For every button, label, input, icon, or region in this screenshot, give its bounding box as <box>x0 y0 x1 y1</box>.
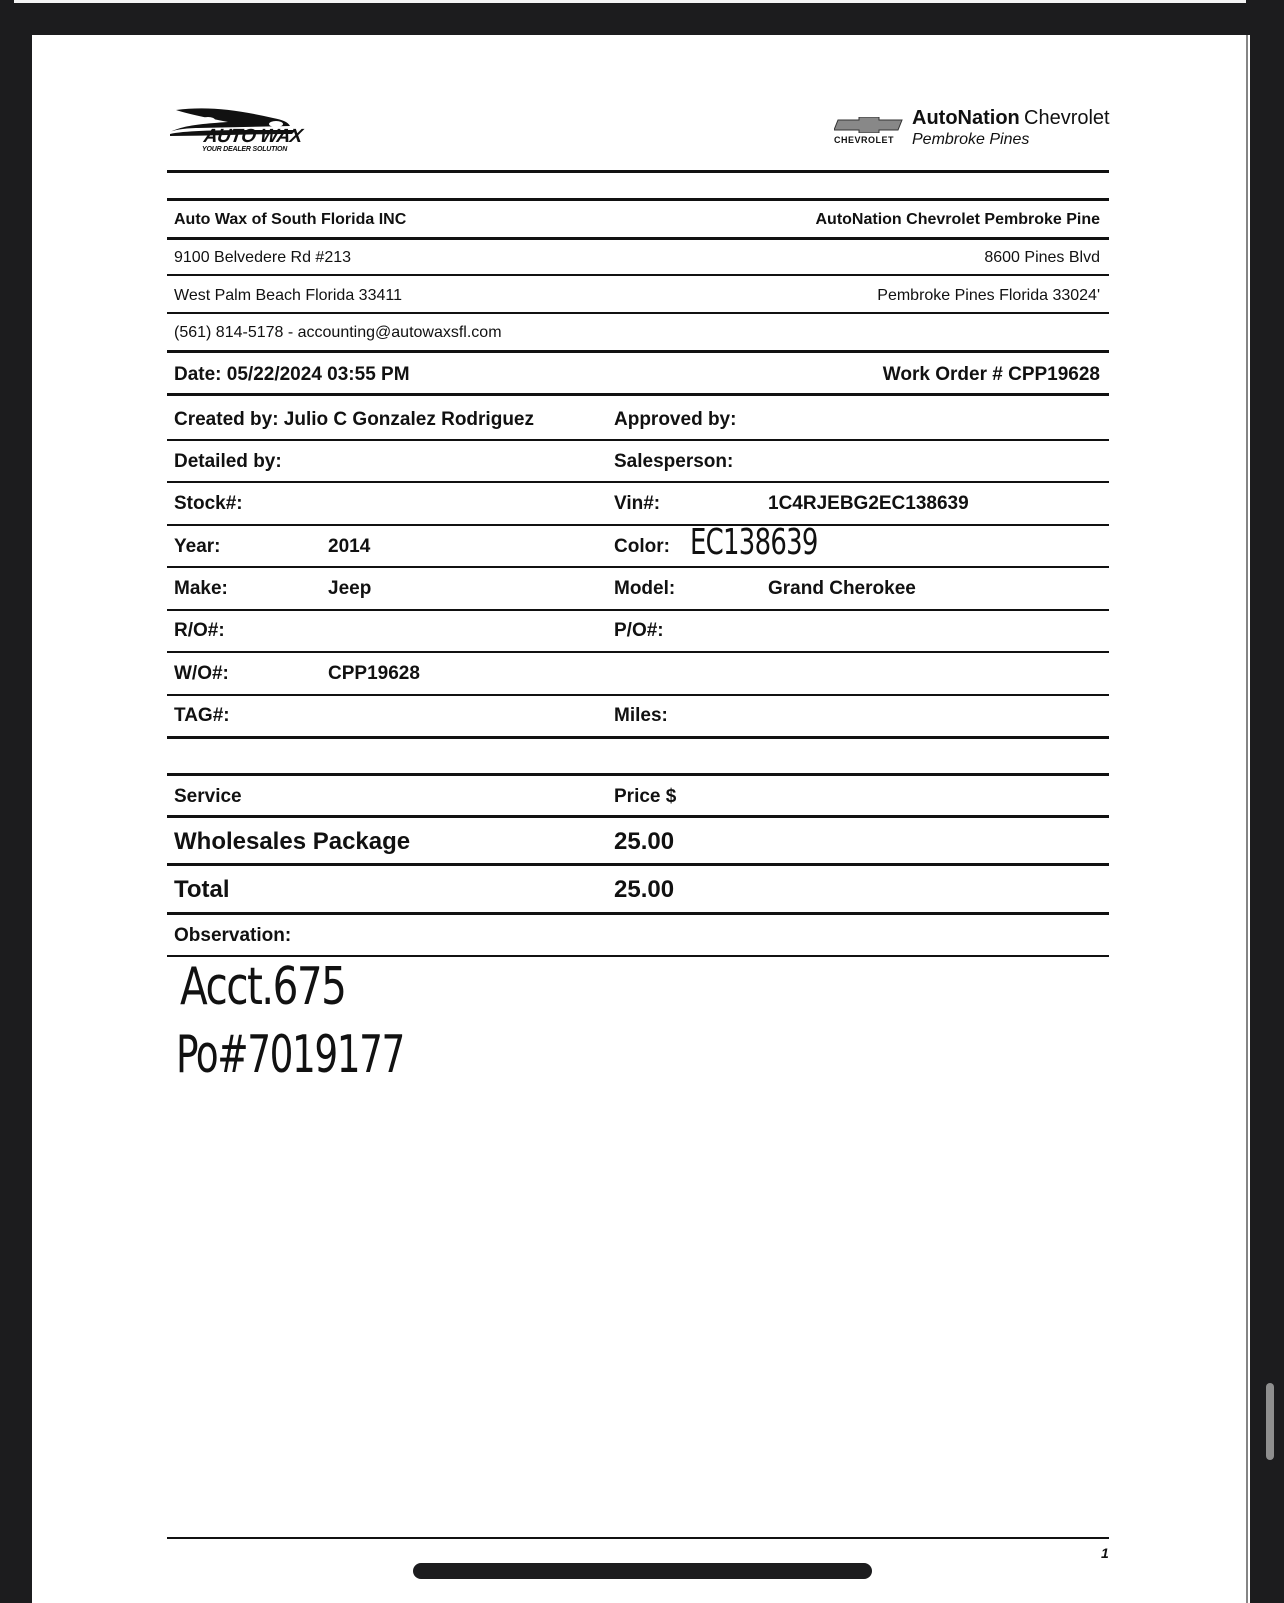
divider <box>167 651 1109 653</box>
chevrolet-bowtie-icon <box>834 117 904 133</box>
tag-label: TAG#: <box>174 705 230 726</box>
chevrolet-emblem-text: CHEVROLET <box>834 135 895 145</box>
page-right-edge <box>1246 35 1248 1603</box>
miles-label: Miles: <box>614 705 668 726</box>
po-label: P/O#: <box>614 620 664 641</box>
total-label: Total <box>174 876 230 903</box>
divider <box>167 439 1109 441</box>
from-contact: (561) 814-5178 - accounting@autowaxsfl.com <box>174 324 502 341</box>
observation-label: Observation: <box>174 925 292 946</box>
service-row-price: 25.00 <box>614 828 675 855</box>
wo-label: W/O#: <box>174 663 229 684</box>
detailed-by-label: Detailed by: <box>174 451 282 472</box>
from-city: West Palm Beach Florida 33411 <box>174 287 402 304</box>
service-column-header: Service <box>174 786 242 807</box>
from-address: 9100 Belvedere Rd #213 <box>174 249 352 266</box>
divider <box>167 815 1109 818</box>
stock-label: Stock#: <box>174 493 243 514</box>
service-row-name: Wholesales Package <box>174 828 411 855</box>
make-value: Jeep <box>328 578 372 599</box>
to-address: 8600 Pines Blvd <box>984 249 1100 266</box>
created-by: Created by: Julio C Gonzalez Rodriguez <box>174 409 534 430</box>
divider <box>167 393 1109 396</box>
divider <box>167 609 1109 611</box>
divider <box>167 524 1109 526</box>
page-number: 1 <box>1101 1545 1109 1561</box>
divider <box>167 736 1109 739</box>
from-company: Auto Wax of South Florida INC <box>174 211 407 228</box>
make-label: Make: <box>174 578 228 599</box>
chevrolet-brand: Chevrolet <box>1024 107 1110 129</box>
divider <box>167 170 1109 173</box>
divider <box>167 350 1109 353</box>
year-label: Year: <box>174 536 221 557</box>
vin-label: Vin#: <box>614 493 661 514</box>
divider <box>167 863 1109 866</box>
autowax-logo <box>168 100 308 160</box>
model-value: Grand Cherokee <box>768 578 916 599</box>
work-order-number: Work Order # CPP19628 <box>882 364 1100 385</box>
divider <box>167 198 1109 201</box>
autonation-brand: AutoNation <box>912 107 1020 129</box>
color-label: Color: <box>614 536 670 557</box>
model-label: Model: <box>614 578 676 599</box>
divider <box>167 694 1109 696</box>
to-company: AutoNation Chevrolet Pembroke Pine <box>815 211 1100 228</box>
vin-value: 1C4RJEBG2EC138639 <box>768 493 969 514</box>
total-value: 25.00 <box>614 876 675 903</box>
scrollbar-thumb[interactable] <box>1266 1383 1274 1460</box>
order-date: Date: 05/22/2024 03:55 PM <box>174 364 410 385</box>
wo-value: CPP19628 <box>328 663 420 684</box>
divider <box>167 237 1109 240</box>
price-column-header: Price $ <box>614 786 677 807</box>
approved-by-label: Approved by: <box>614 409 737 430</box>
autowax-logo-tagline: YOUR DEALER SOLUTION <box>202 146 288 153</box>
divider <box>167 912 1109 915</box>
autonation-chevrolet-logo <box>834 105 1124 155</box>
dealer-location: Pembroke Pines <box>912 131 1030 148</box>
color-handwritten: EC138639 <box>690 522 818 563</box>
home-indicator[interactable] <box>413 1563 872 1579</box>
ro-label: R/O#: <box>174 620 225 641</box>
divider <box>167 773 1109 776</box>
divider <box>167 312 1109 314</box>
footer-divider <box>167 1537 1109 1539</box>
document-page <box>32 35 1250 1603</box>
autowax-logo-name: AUTO WAX <box>202 126 304 147</box>
year-value: 2014 <box>328 536 371 557</box>
previous-page-edge <box>14 0 1246 3</box>
divider <box>167 274 1109 276</box>
salesperson-label: Salesperson: <box>614 451 734 472</box>
divider <box>167 481 1109 483</box>
handwritten-note-po: Po#7019177 <box>176 1025 404 1085</box>
handwritten-note-account: Acct.675 <box>180 957 346 1017</box>
divider <box>167 566 1109 568</box>
to-city: Pembroke Pines Florida 33024' <box>877 287 1100 304</box>
